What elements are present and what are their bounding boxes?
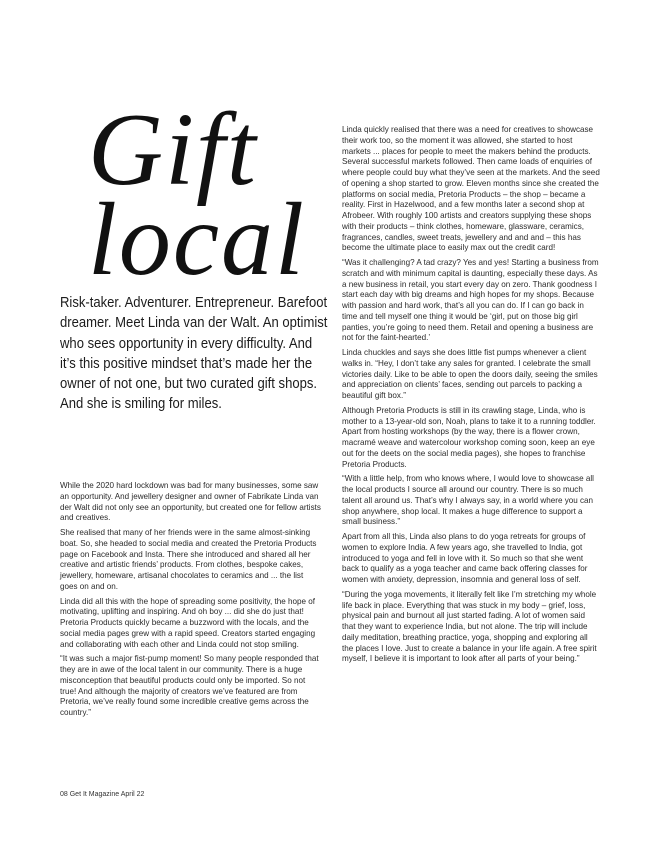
body-paragraph: She realised that many of her friends were in the same almost-sinking boat. So, she headed to social media and created the Pretoria Products page on Facebook and Insta. There she introduced and shared all her creative and artistic friends’ products. From clothes, bespoke cakes, jewellery, homeware, artisanal chocolates to ceramics and ... the list goes on and on.: [60, 528, 317, 591]
body-paragraph: “With a little help, from who knows where, I would love to showcase all the local products I source all around our country. There is so much talent all around us. That’s why I always say, in a world where you can shop anywhere, shop local. It makes a huge difference to support a small business.”: [342, 474, 594, 527]
body-paragraph: Apart from all this, Linda also plans to do yoga retreats for groups of women to explore India. A few years ago, she travelled to India, got introduced to yoga and fell in love with it. So much so that she went back to qualify as a yoga teacher and came back offering classes for women with anxiety, depression, insomnia and general loss of self.: [342, 532, 588, 584]
page-footer: 08 Get It Magazine April 22: [60, 791, 145, 798]
body-paragraph: Although Pretoria Products is still in its crawling stage, Linda, who is mother to a 13-year-old son, Noah, plans to take it to a running toddler. Apart from hosting workshops (by the way, there is a flower crown, macramé weave and watercolour workshop coming soon, keep an eye out for the deets on the social media pages), she hopes to franchise Pretoria Products.: [342, 405, 596, 469]
lead-paragraph: Risk-taker. Adventurer. Entrepreneur. Barefoot dreamer. Meet Linda van der Walt. An optimist who sees opportunity in every difficulty. And it’s this positive mindset that’s made her the owner of not one, but two curated gift shops. And she is smiling for miles.: [60, 294, 328, 413]
body-paragraph: Linda chuckles and says she does little fist pumps whenever a client walks in. “Hey, I don’t take any sales for granted. I celebrate the small victories daily. Like to be able to open the doors daily, seeing the smiles and appreciation on clients’ faces, sending out parcels to packing a beautiful gift box.”: [342, 348, 598, 400]
body-paragraph: While the 2020 hard lockdown was bad for many businesses, some saw an opportunity. And jewellery designer and owner of Fabrikate Linda van der Walt did not only see an opportunity, but created one for fellow artists and creatives.: [60, 481, 321, 523]
right-column: [342, 125, 600, 669]
body-paragraph: Linda quickly realised that there was a need for creatives to showcase their work too, so the moment it was allowed, she started to host markets ... places for people to meet the makers behind the products. Several successful markets followed. Then came loads of enquiries of where people could buy what they’ve seen at the markets. And the seed of opening a shop started to grow. Eleven months since she created the platforms on social media, Pretoria Products – the shop – became a reality. First in Hazelwood, and a few months later a second shop at Afrobeer. With roughly 100 artists and creators supplying these shops with their products – think clothes, homeware, glassware, ceramics, fragrances, candles, sweet treats, jewellery and and and – this has become the ultimate place to easily max out the credit card!: [342, 125, 600, 253]
left-column: [60, 481, 322, 723]
body-paragraph: “Was it challenging? A tad crazy? Yes and yes! Starting a business from scratch and with minimum capital is daunting, especially these days. As a new business in retail, you start every day on zero. Thank goodness I start each day with big dreams and high hopes for my shops. Because with passion and hard work, that’s all you can do. If I can go back in time and tell myself one thing it would be ‘girl, put on those big girl panties, you’re going to need them. Retail and opening a business are not for the faint-hearted.’: [342, 258, 599, 343]
title-line-1: Gift: [88, 92, 258, 207]
title-line-2: local: [88, 182, 306, 297]
body-paragraph: “During the yoga movements, it literally felt like I’m stretching my whole life back in place. Everything that was stuck in my body – grief, loss, physical pain and burnout all just started fading. A lot of women said that they want to experience India, but not alone. The trip will include daily meditation, breathing practice, yoga, shopping and exploring all the places I love. Just to create a balance in your life again. A free spirit myself, I believe it is important to look after all parts of your being.”: [342, 589, 597, 664]
body-paragraph: Linda did all this with the hope of spreading some positivity, the hope of motivating, uplifting and inspiring. And oh boy ... did she do just that! Pretoria Products quickly became a buzzword with the locals, and the social media pages grew with a rapid speed. Creators started engaging and collaborating with each other and Linda could not stop smiling.: [60, 596, 316, 649]
body-paragraph: “It was such a major fist-pump moment! So many people responded that they are in awe of the local talent in our community. There is a huge misconception that beautiful products could only be imported. So not true! And although the majority of creators we’ve featured are from Pretoria, we’ve really found some incredible creative gems across the country.”: [60, 654, 319, 717]
